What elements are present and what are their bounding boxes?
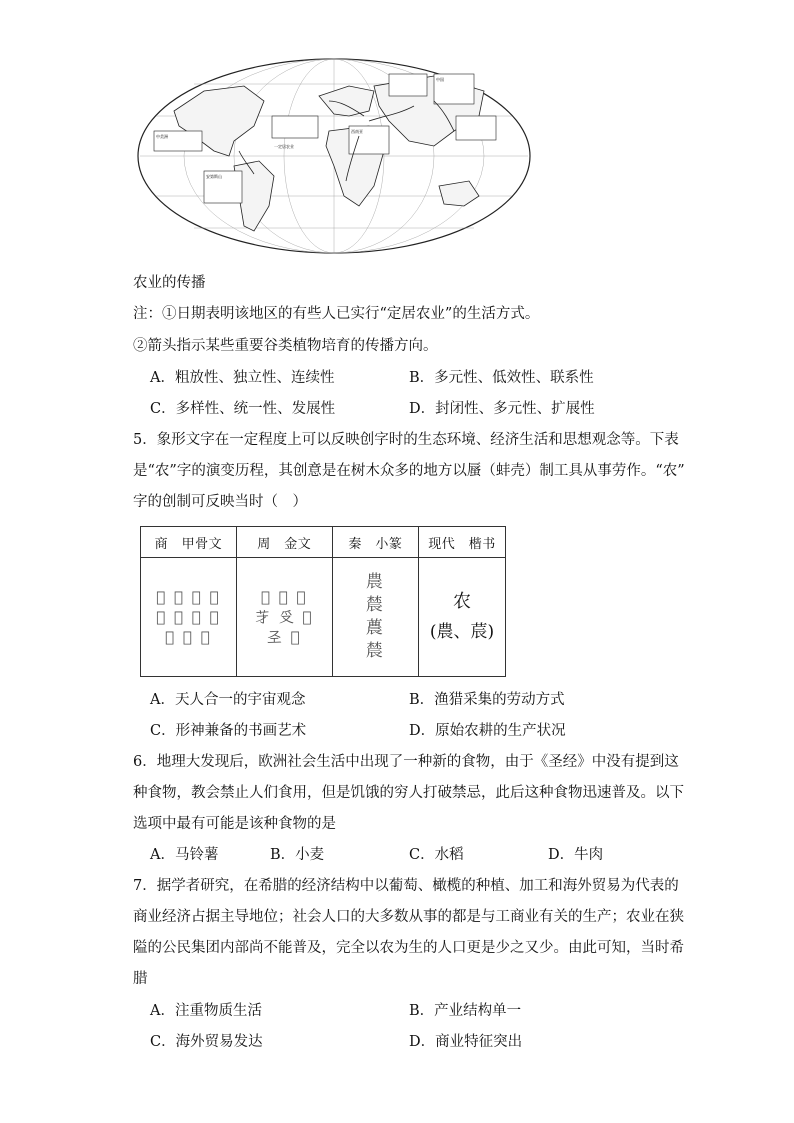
q6-option-d[interactable]: D．牛肉	[548, 847, 604, 863]
oracle-row-1: 𤕫 𦬁 𦭝 𡗗	[156, 588, 221, 606]
q6-option-b[interactable]: B．小麦	[270, 847, 325, 863]
q6-option-c[interactable]: C．水稻	[409, 847, 464, 863]
bronze-row-2: 𦬁 𠬪 𨐿	[255, 608, 314, 626]
cell-oracle	[141, 558, 237, 677]
q7-stem-line-4: 腊	[133, 971, 148, 987]
world-map-svg	[134, 56, 534, 256]
q4-option-c[interactable]: C．多样性、统一性、发展性	[150, 401, 336, 417]
q7-option-b[interactable]: B．产业结构单一	[409, 1003, 522, 1019]
seal-row-1: 農	[365, 572, 385, 592]
andes-label: 安第斯山	[206, 174, 222, 179]
europe-label: 一定居农业	[274, 144, 294, 149]
cell-bronze	[236, 558, 332, 677]
q5-stem-line-1: 5．象形文字在一定程度上可以反映创字时的生态环境、经济生活和思想观念等。下表	[133, 432, 679, 448]
q5-stem-line-2: 是“农”字的演变历程，其创意是在树木众多的地方以蜃（蚌壳）制工具从事劳作。“农”	[133, 463, 685, 479]
header-oracle: 商 甲骨文	[141, 527, 237, 558]
cell-modern	[419, 558, 506, 677]
agriculture-spread-map	[134, 56, 534, 256]
note-line-2: ②箭头指示某些重要谷类植物培育的传播方向。	[133, 338, 438, 354]
cell-seal	[332, 558, 418, 677]
mid-america-label: 中美洲	[156, 134, 168, 139]
modern-variants: (農、莀)	[429, 622, 495, 642]
q5-option-b[interactable]: B．渔猎采集的劳动方式	[409, 692, 565, 708]
china-label: 中国	[436, 77, 444, 82]
q4-option-a[interactable]: A．粗放性、独立性、连续性	[150, 370, 335, 386]
q7-stem-line-1: 7．据学者研究，在希腊的经济结构中以葡萄、橄榄的种植、加工和海外贸易为代表的	[133, 878, 679, 894]
q7-option-a[interactable]: A．注重物质生活	[150, 1003, 262, 1019]
header-modern: 现代 楷书	[419, 527, 506, 558]
west-asia-label: 西南亚	[351, 129, 363, 134]
seal-row-4: 辳	[365, 641, 385, 661]
q4-option-b[interactable]: B．多元性、低效性、联系性	[409, 370, 594, 386]
map-caption: 农业的传播	[133, 275, 206, 291]
bronze-row-1: 𨐿 𢆶 𡗗	[261, 588, 308, 606]
seal-row-2: 辳	[365, 595, 385, 615]
seal-row-3: 蕽	[365, 618, 385, 638]
q5-option-c[interactable]: C．形神兼备的书画艺术	[150, 723, 307, 739]
oracle-row-3: 𦭝 𠆢 𦰟	[165, 628, 212, 646]
q6-stem-line-2: 种食物，教会禁止人们食用，但是饥饿的穷人打破禁忌，此后这种食物迅速普及。以下	[133, 785, 684, 801]
q5-stem-line-3: 字的创制可反映当时（ ）	[133, 494, 307, 510]
q6-stem-line-1: 6．地理大发现后，欧洲社会生活中出现了一种新的食物，由于《圣经》中没有提到这	[133, 754, 679, 770]
q6-option-a[interactable]: A．马铃薯	[150, 847, 219, 863]
q7-stem-line-3: 隘的公民集团内部尚不能普及，完全以农为生的人口更是少之又少。由此可知，当时希	[133, 940, 684, 956]
bronze-row-3: 𢀖 𦭝	[266, 628, 302, 646]
header-seal: 秦 小篆	[332, 527, 418, 558]
q7-option-c[interactable]: C．海外贸易发达	[150, 1034, 263, 1050]
character-evolution-table	[140, 526, 506, 677]
q6-stem-line-3: 选项中最有可能是该种食物的是	[133, 816, 336, 832]
note-line-1: 注：①日期表明该地区的有些人已实行“定居农业”的生活方式。	[133, 306, 540, 322]
header-bronze: 周 金文	[236, 527, 332, 558]
q7-option-d[interactable]: D．商业特征突出	[409, 1034, 523, 1050]
oracle-row-2: 𦰢 𦰩 𦬁 𡗗	[156, 608, 221, 626]
q4-option-d[interactable]: D．封闭性、多元性、扩展性	[409, 401, 595, 417]
q7-stem-line-2: 商业经济占据主导地位；社会人口的大多数从事的都是与工商业有关的生产；农业在狭	[133, 909, 684, 925]
q5-option-a[interactable]: A．天人合一的宇宙观念	[150, 692, 306, 708]
modern-character: 农	[453, 591, 472, 612]
q5-option-d[interactable]: D．原始农耕的生产状况	[409, 723, 566, 739]
